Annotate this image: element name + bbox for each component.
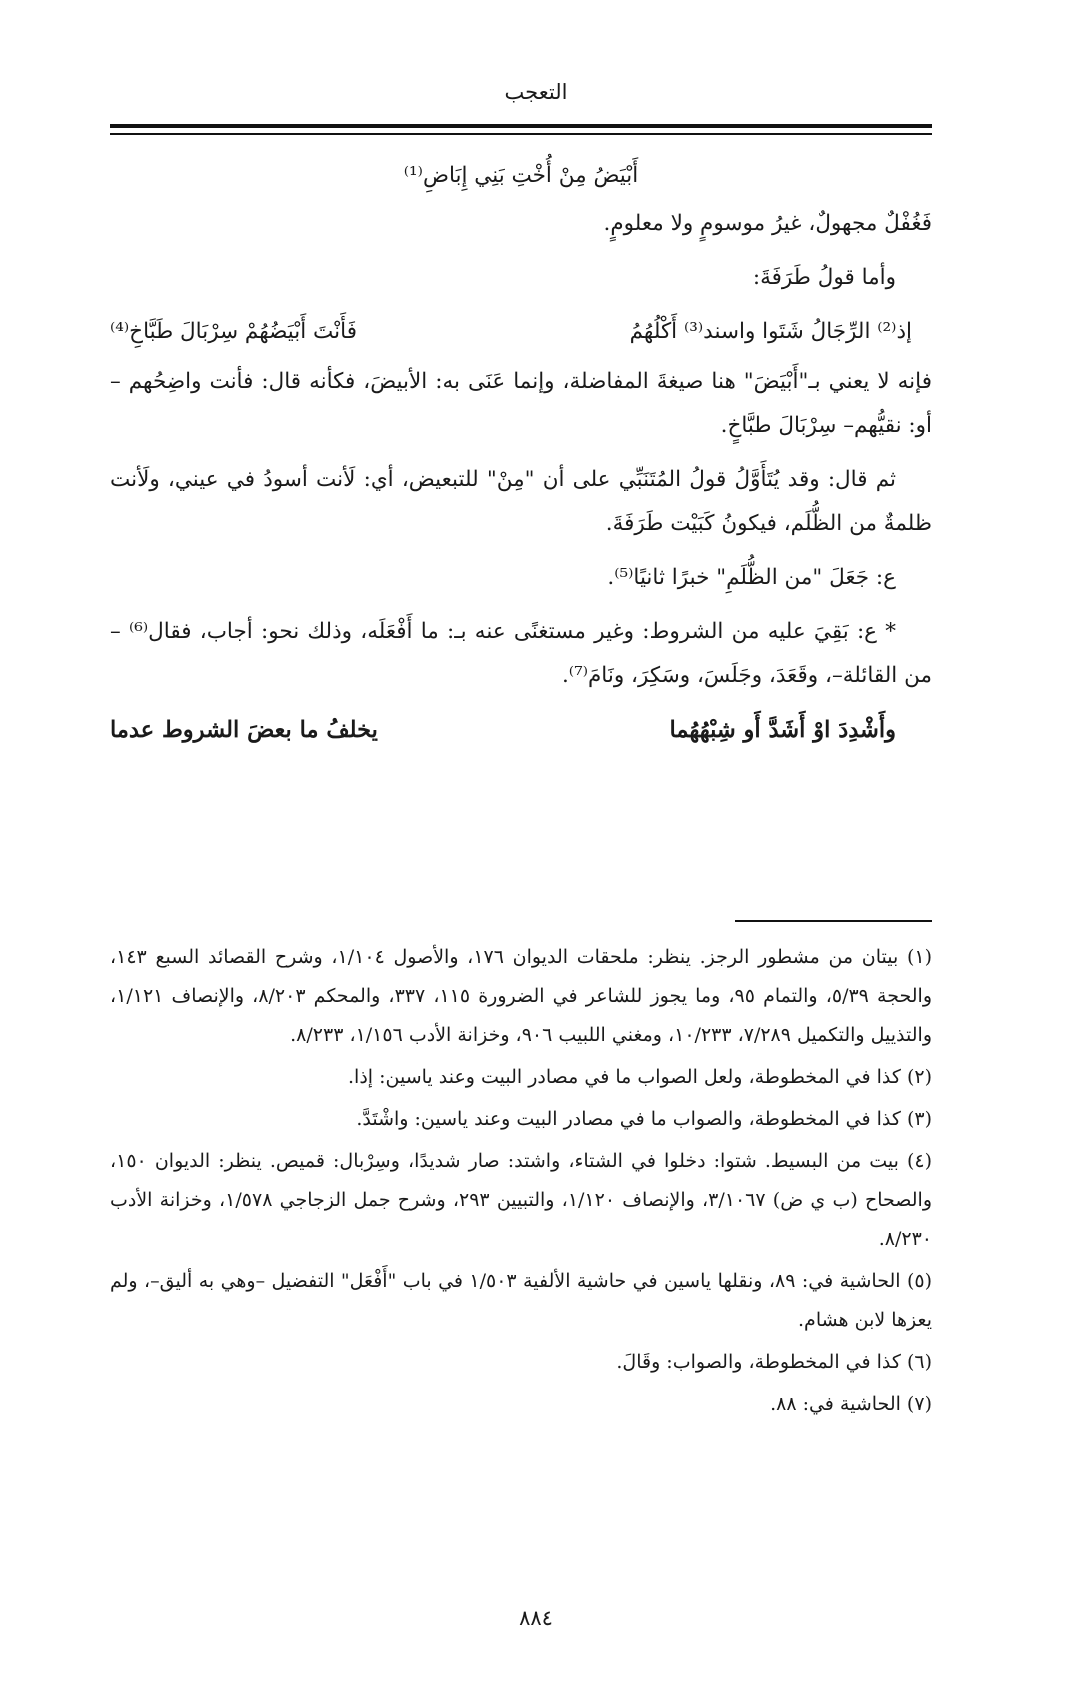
verse-hemistich-second: فَأَنْتَ أَبْيَضُهُمْ سِرْبَالَ طَبَّاخِ⁽⁴⁾ (110, 319, 357, 344)
main-text (110, 150, 932, 752)
paragraph: ثم قال: وقد يُتَأَوَّلُ قولُ المُتَنَبِّي على أن "مِنْ" للتبعيض، أي: لَأنت أسودُ في عيني، ولَأنت ظلمةٌ من الظُّلَم، فيكونُ كَبَيْت طَرَفَةَ. (110, 467, 932, 536)
footnote: (١) بيتان من مشطور الرجز. ينظر: ملحقات الديوان ١٧٦، والأصول ١/١٠٤، وشرح القصائد السبع ١٤٣، والحجة ٥/٣٩، والتمام ٩٥، وما يجوز للشاعر في الضرورة ١١٥، ٣٣٧، والمحكم ٨/٢٠٣، والإنصاف ١/١٢١، والتذييل والتكميل ٧/٢٨٩، ١٠/٢٣٣، ومغني اللبيب ٩٠٦، وخزانة الأدب ١/١٥٦، ٨/٢٣٣. (110, 946, 933, 1046)
paragraph: ع: جَعَلَ "من الظُّلَمِ" خبرًا ثانيًا⁽⁵⁾. (607, 565, 896, 590)
page-number: ٨٨٤ (519, 1606, 553, 1630)
verse-line: أَبْيَضُ مِنْ أُخْتِ بَنِي إِبَاضِ⁽¹⁾ (403, 163, 639, 188)
verse-hemistich-first: وأَشْدِدَ اوْ أَشَدَّ أَو شِبْهُهُما (669, 717, 896, 743)
footnote: (٤) بيت من البسيط. شتوا: دخلوا في الشتاء، واشتد: صار شديدًا، وسِرْبال: قميص. ينظر: الديوان ١٥٠، والصحاح (ب ي ض) ٣/١٠٦٧، والإنصاف ١/١٢٠، والتبيين ٢٩٣، وشرح جمل الزجاجي ١/٥٧٨، وخزانة الأدب ٨/٢٣٠. (110, 1150, 933, 1250)
footnote: (٦) كذا في المخطوطة، والصواب: وقَالَ. (616, 1351, 932, 1373)
paragraph: وأما قولُ طَرَفَةَ: (752, 265, 896, 290)
paragraph: فَغُفْلٌ مجهولٌ، غيرُ موسومٍ ولا معلومٍ. (603, 211, 932, 236)
running-header: التعجب (504, 80, 568, 104)
footnote: (٧) الحاشية في: ٨٨. (770, 1393, 932, 1415)
verse-hemistich-second: يخلفُ ما بعضَ الشروط عدما (110, 717, 378, 743)
header-rule-thick (110, 124, 932, 128)
verse-couplet (110, 310, 932, 354)
header-rule-thin (110, 133, 932, 135)
alfiyya-verse (110, 708, 932, 752)
footnote: (٢) كذا في المخطوطة، ولعل الصواب ما في مصادر البيت وعند ياسين: إذا. (348, 1066, 932, 1088)
verse-hemistich-first: إذ⁽²⁾ الرِّجَالُ شَتَوا واسند⁽³⁾ أَكْلُهُمُ (629, 319, 912, 344)
footnote: (٣) كذا في المخطوطة، والصواب ما في مصادر البيت وعند ياسين: واشْتَدَّ. (356, 1108, 932, 1130)
footnote-separator (735, 920, 932, 922)
paragraph: * ع: بَقِيَ عليه من الشروط: وغير مستغنًى عنه بـ: ما أَفْعَلَه، وذلك نحو: أجاب، فقال⁽⁶⁾ –من القائلة–، وقَعَدَ، وجَلَسَ، وسَكِرَ، ونَامَ⁽⁷⁾. (110, 619, 932, 688)
paragraph: فإنه لا يعني بـ"أَبْيَضَ" هنا صيغةَ المفاضلة، وإنما عَنَى به: الأبيضَ، فكأنه قال: فأنت واضِحُهم –أو: نقيُّهم– سِرْبَالَ طبَّاخٍ. (110, 369, 932, 438)
footnotes (110, 938, 932, 1427)
footnote: (٥) الحاشية في: ٨٩، ونقلها ياسين في حاشية الألفية ١/٥٠٣ في باب "أَفْعَل" التفضيل –وهي به أليق–، ولم يعزها لابن هشام. (110, 1270, 932, 1331)
